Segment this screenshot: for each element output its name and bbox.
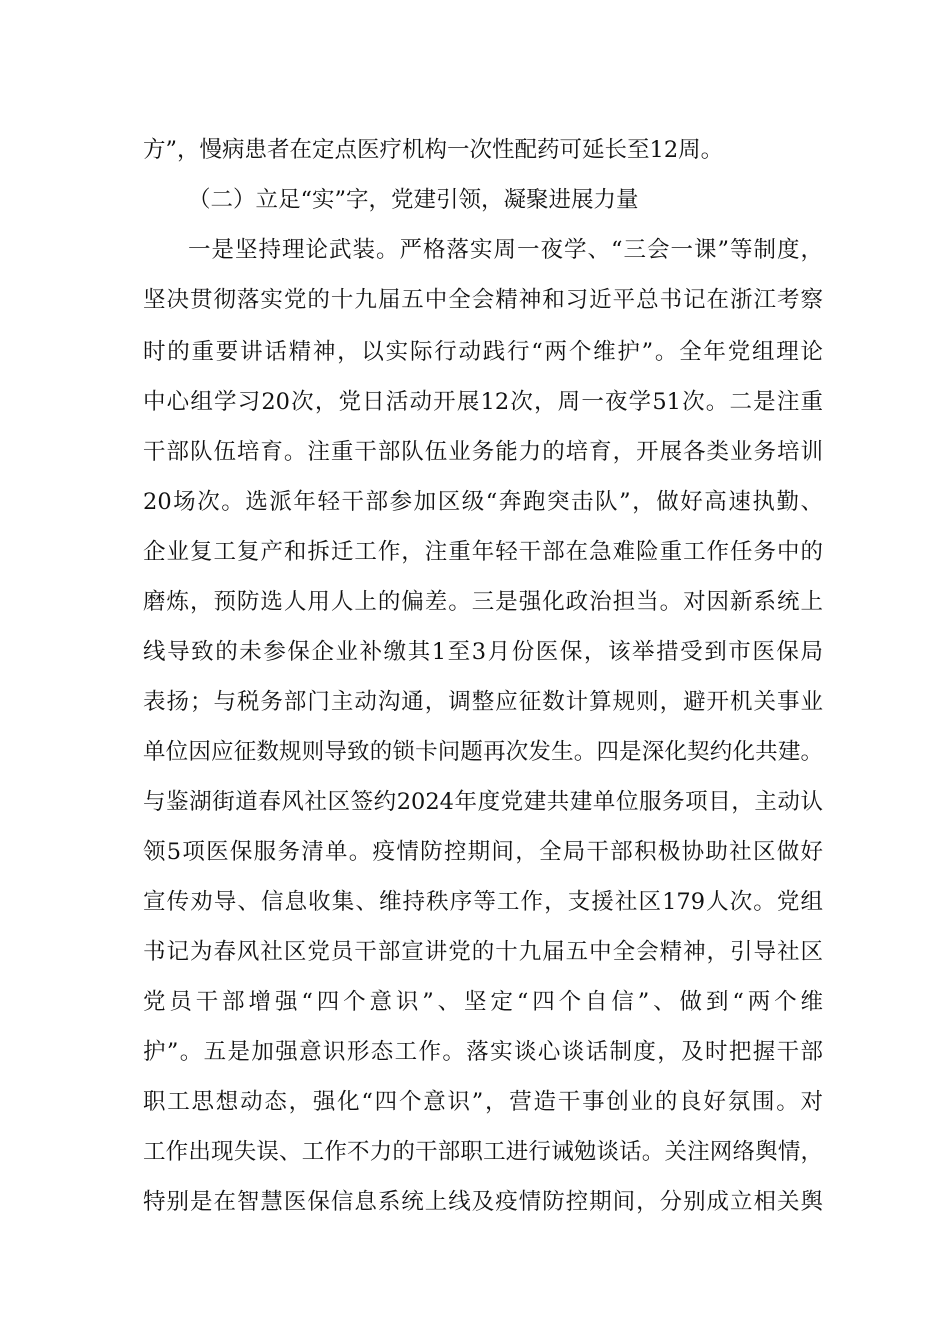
text-line: 一是坚持理论武装。严格落实周一夜学、“三会一课”等制度， [188,237,823,263]
text-line: 党员干部增强“四个意识”、坚定“四个自信”、做到“两个维 [143,989,823,1015]
text-line: 宣传劝导、信息收集、维持秩序等工作，支援社区179人次。党组 [143,889,823,915]
text-line: 书记为春风社区党员干部宣讲党的十九届五中全会精神，引导社区 [143,939,823,965]
text-line: 与鉴湖街道春风社区签约2024年度党建共建单位服务项目，主动认 [143,789,823,815]
text-line: 时的重要讲话精神，以实际行动践行“两个维护”。全年党组理论 [143,339,823,365]
text-line: 中心组学习20次，党日活动开展12次，周一夜学51次。二是注重 [143,389,823,415]
text-line: 职工思想动态，强化“四个意识”，营造干事创业的良好氛围。对 [143,1089,823,1115]
text-line: 20场次。选派年轻干部参加区级“奔跑突击队”，做好高速执勤、 [143,489,823,515]
text-line: 领5项医保服务清单。疫情防控期间，全局干部积极协助社区做好 [143,839,823,865]
text-line: 企业复工复产和拆迁工作，注重年轻干部在急难险重工作任务中的 [143,539,823,565]
text-line: 护”。五是加强意识形态工作。落实谈心谈话制度，及时把握干部 [143,1039,823,1065]
text-line: 特别是在智慧医保信息系统上线及疫情防控期间，分别成立相关舆 [143,1189,823,1215]
text-line: 单位因应征数规则导致的锁卡问题再次发生。四是深化契约化共建。 [143,739,823,765]
text-line: 线导致的未参保企业补缴其1至3月份医保，该举措受到市医保局 [143,639,823,665]
text-line: 干部队伍培育。注重干部队伍业务能力的培育，开展各类业务培训 [143,439,823,465]
section-heading: （二）立足“实”字，党建引领，凝聚进展力量 [188,187,639,213]
text-line: 方”，慢病患者在定点医疗机构一次性配药可延长至12周。 [143,137,724,163]
text-line: 工作出现失误、工作不力的干部职工进行诫勉谈话。关注网络舆情， [143,1139,823,1165]
text-line: 表扬；与税务部门主动沟通，调整应征数计算规则，避开机关事业 [143,689,823,715]
text-line: 坚决贯彻落实党的十九届五中全会精神和习近平总书记在浙江考察 [143,287,823,313]
text-line: 磨炼，预防选人用人上的偏差。三是强化政治担当。对因新系统上 [143,589,823,615]
